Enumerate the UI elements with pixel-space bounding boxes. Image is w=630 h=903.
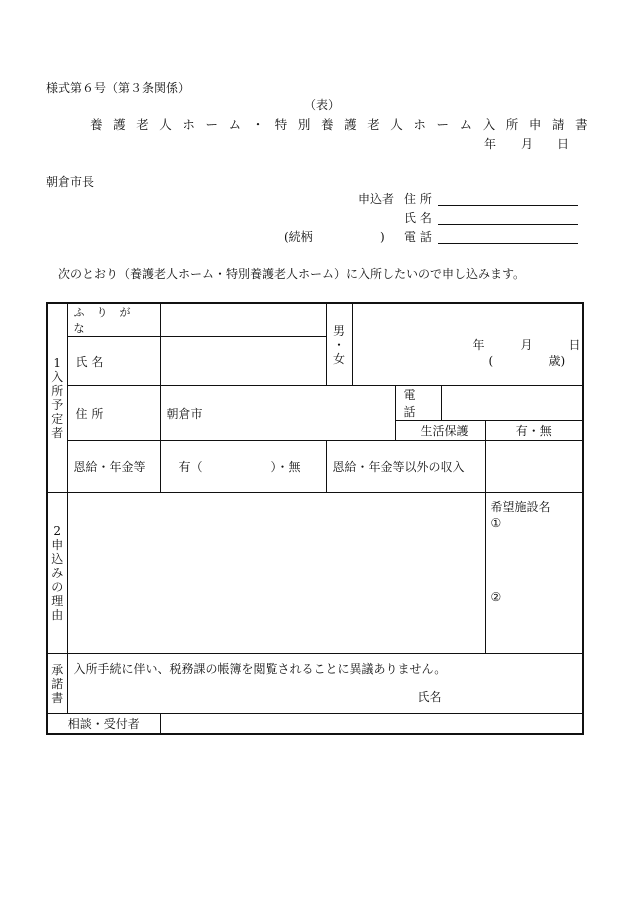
applicant-address-field[interactable]: [438, 205, 578, 206]
furigana-field[interactable]: [160, 303, 326, 337]
name-label-cell: 氏 名: [67, 337, 160, 386]
intro-text: 次のとおり（養護老人ホーム・特別養護老人ホーム）に入所したいので申し込みます。: [58, 267, 526, 281]
application-form-table: [46, 302, 584, 735]
side-label: （表）: [304, 98, 341, 112]
applicant-phone-field[interactable]: [438, 243, 578, 244]
pension-has-label: 有（: [178, 459, 203, 474]
applicant-address-label: 住 所: [404, 192, 432, 206]
facility-label: 希望施設名: [490, 500, 551, 514]
other-income-label-cell: 恩給・年金等以外の収入: [326, 441, 485, 493]
age-close: 歳): [548, 353, 566, 368]
welfare-options[interactable]: 有・無: [485, 421, 583, 441]
furigana-label-cell: ふりがな: [67, 303, 160, 337]
applicant-relation-close: ): [380, 230, 385, 244]
welfare-label-cell: 生活保護: [395, 421, 485, 441]
address-label-cell: 住 所: [67, 386, 160, 441]
consent-name-label: 氏名: [417, 689, 442, 704]
dob-month-label: 月: [520, 337, 533, 352]
reception-field[interactable]: [160, 714, 583, 734]
date-day-label: 日: [557, 137, 570, 151]
age-open: (: [488, 353, 494, 368]
pension-field[interactable]: [160, 441, 326, 493]
applicant-relation-label: (続柄: [284, 230, 313, 244]
date-year-label: 年: [484, 137, 497, 151]
consent-cell[interactable]: [67, 654, 583, 714]
applicant-name-field[interactable]: [438, 224, 578, 225]
applicant-name-label: 氏 名: [404, 211, 432, 225]
phone-field[interactable]: [441, 386, 583, 421]
pension-label-cell: 恩給・年金等: [67, 441, 160, 493]
form-number: 様式第６号（第３条関係）: [46, 81, 191, 95]
section1-vertical-title: 1 入 所 予 定 者: [47, 303, 67, 493]
pension-none-label: ）・無: [270, 459, 301, 474]
reception-label-cell: 相談・受付者: [47, 714, 160, 734]
applicant-label: 申込者: [358, 192, 395, 206]
facility-2-marker: ②: [490, 590, 502, 604]
phone-label-cell: 電 話: [395, 386, 441, 421]
consent-text: 入所手続に伴い、税務課の帳簿を閲覧されることに異議ありません。: [73, 661, 447, 676]
date-month-label: 月: [521, 137, 534, 151]
dob-year-label: 年: [472, 337, 485, 352]
sex-cell[interactable]: 男 ・ 女: [326, 303, 352, 386]
dob-day-label: 日: [568, 337, 581, 352]
date-of-birth-cell[interactable]: [352, 303, 583, 386]
applicant-phone-label: 電 話: [404, 230, 432, 244]
name-field[interactable]: [160, 337, 326, 386]
address-field[interactable]: 朝倉市: [160, 386, 395, 441]
section2-vertical-title: 2 申 込 み の 理 由: [47, 493, 67, 654]
facility-1-marker: ①: [490, 516, 502, 530]
addressee: 朝倉市長: [46, 175, 95, 189]
consent-vertical-title: 承 諾 書: [47, 654, 67, 714]
facility-cell[interactable]: [485, 493, 583, 654]
page-title: 養護老人ホーム・特別養護老人ホーム入所申請書: [90, 117, 599, 132]
other-income-field[interactable]: [485, 441, 583, 493]
reason-field[interactable]: [67, 493, 485, 654]
